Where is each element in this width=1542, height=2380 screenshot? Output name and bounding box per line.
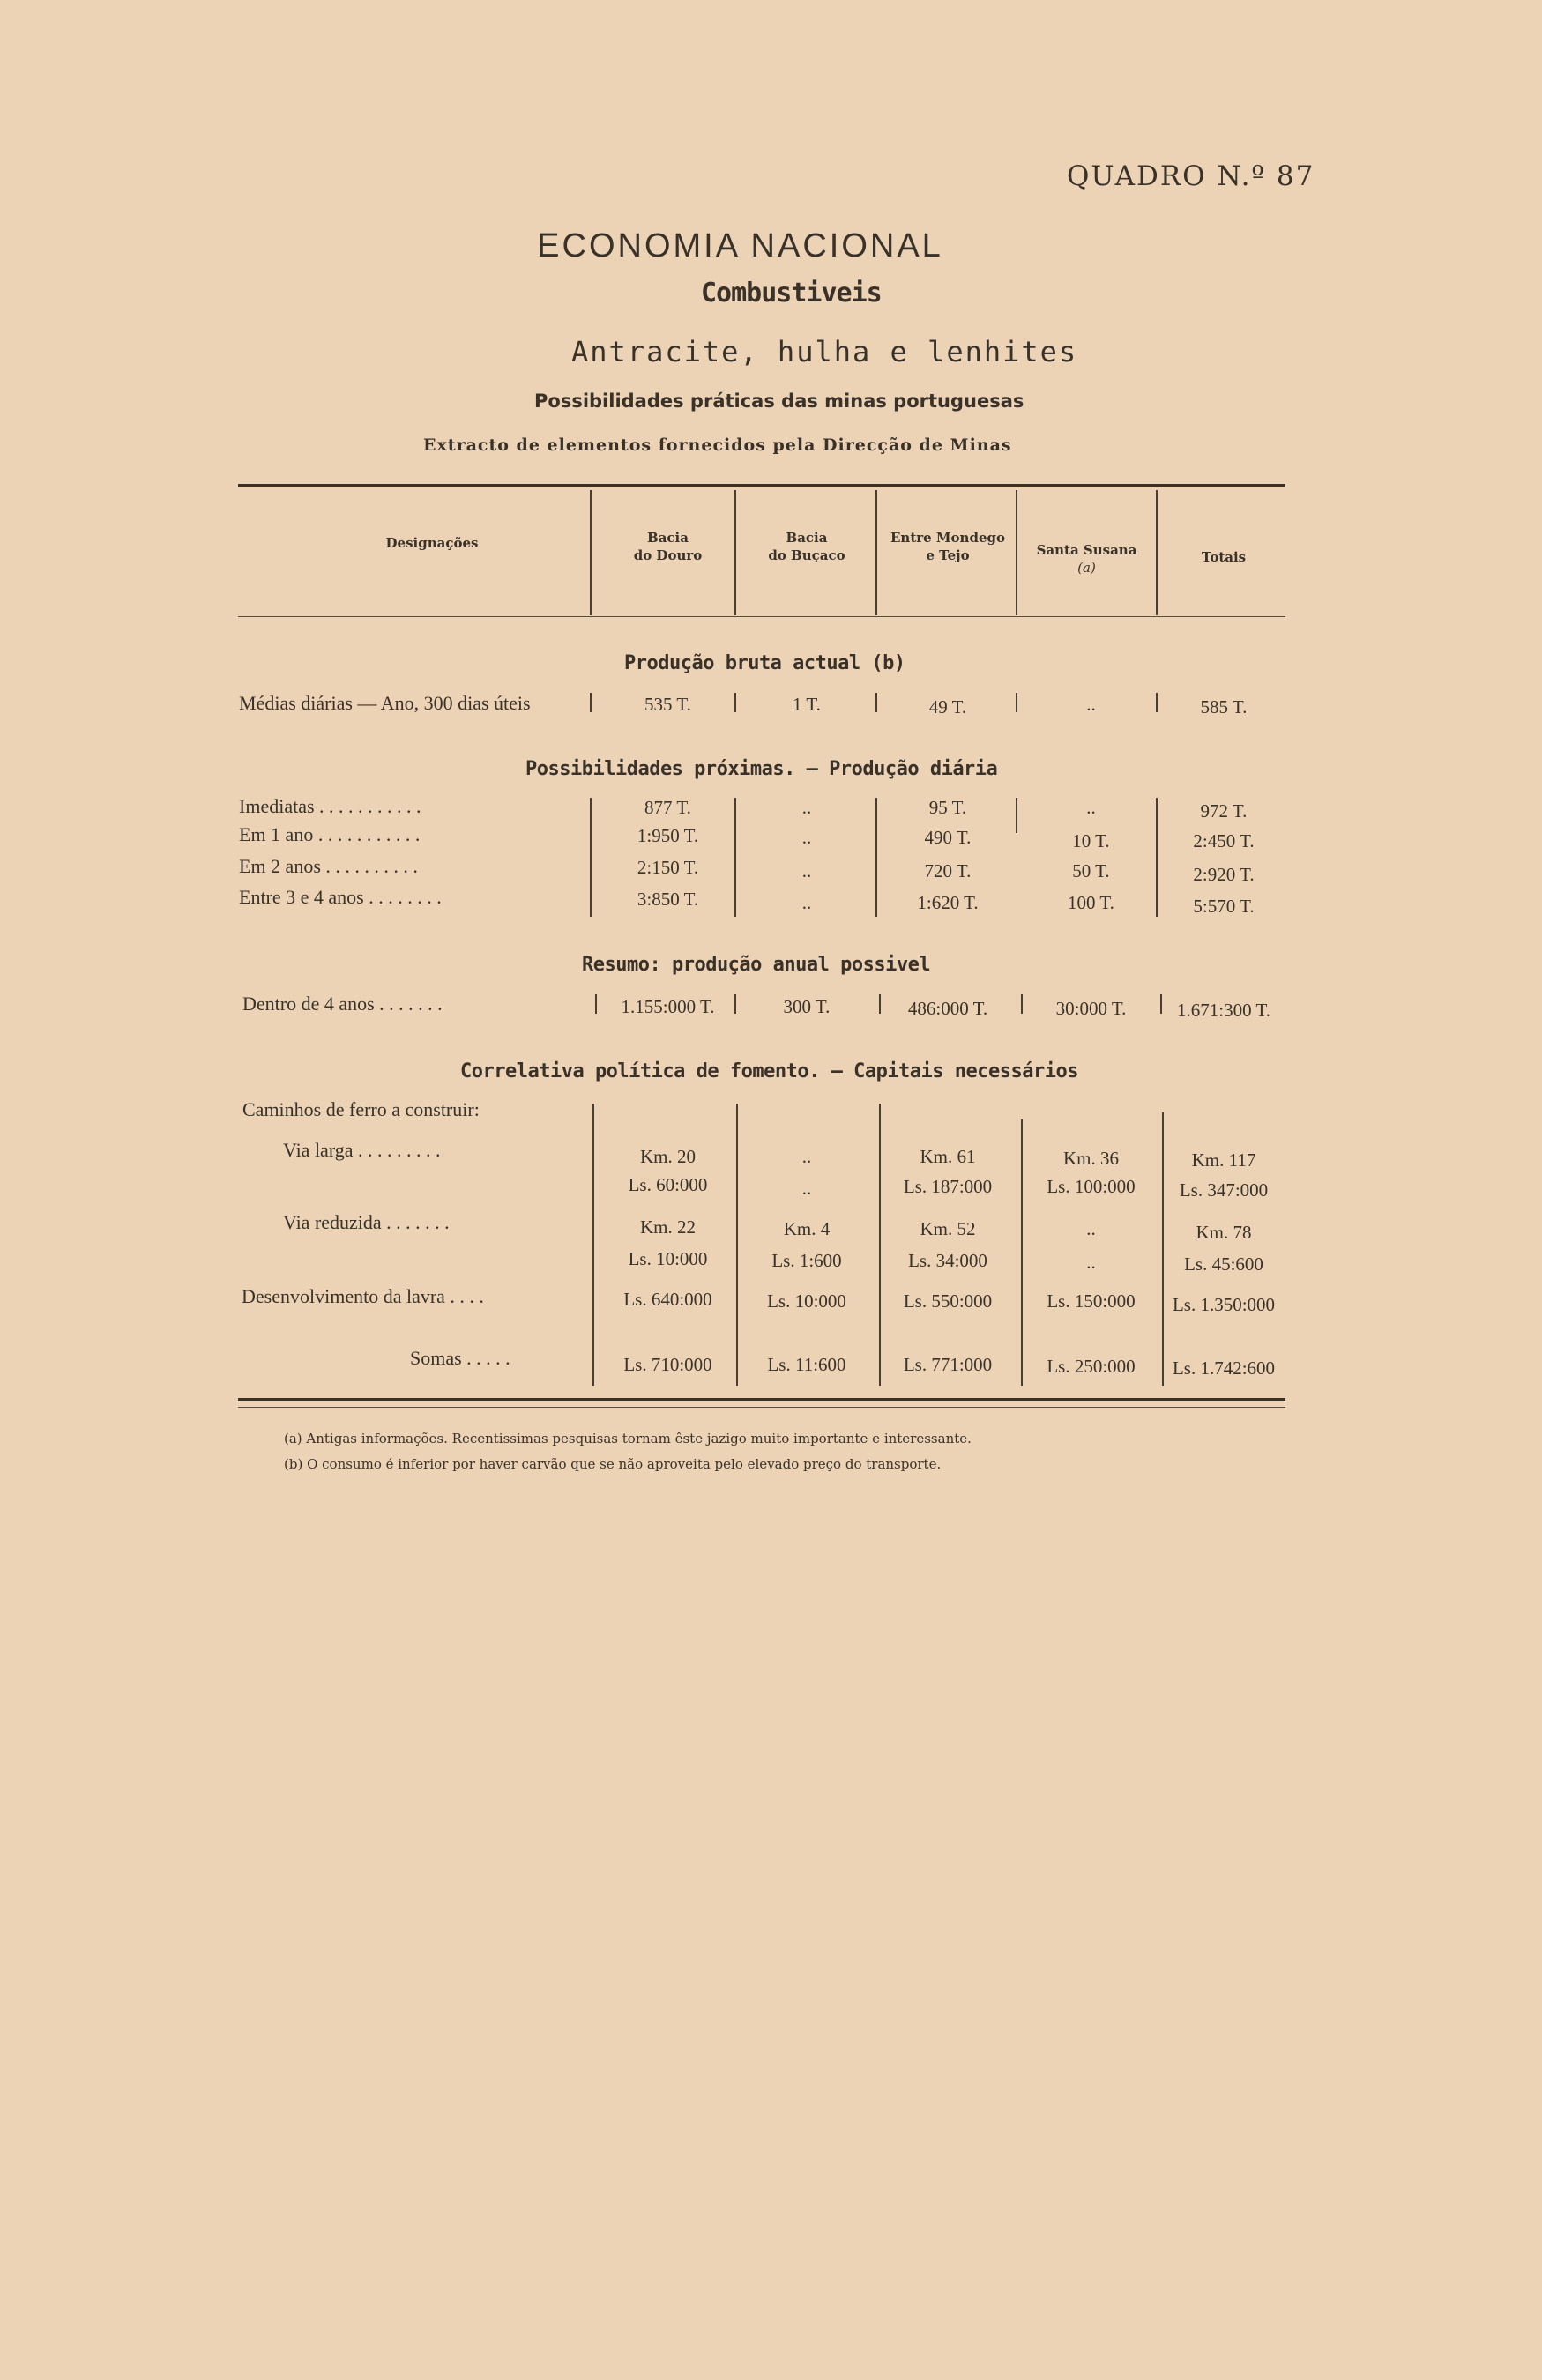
cell: Km. 78 bbox=[1196, 1222, 1252, 1243]
footnote-b: (b) O consumo é inferior por haver carvão que se não aproveita pelo elevado preço do transporte. bbox=[284, 1456, 942, 1472]
cell: Ls. 550:000 bbox=[903, 1290, 993, 1312]
footnote-a: (a) Antigas informações. Recentissimas pesquisas tornam êste jazigo muito importante e interessante. bbox=[284, 1431, 972, 1447]
col-divider bbox=[1016, 490, 1017, 615]
cell: Ls. 187:000 bbox=[903, 1176, 993, 1197]
cell: 30:000 T. bbox=[1055, 998, 1127, 1019]
col-divider bbox=[595, 994, 597, 1014]
col-header-susana: Santa Susana (a) bbox=[1036, 542, 1137, 576]
cell: 2:450 T. bbox=[1193, 830, 1255, 852]
col-divider bbox=[734, 798, 736, 917]
cell: 1 T. bbox=[793, 694, 821, 715]
row-label-caminhos: Caminhos de ferro a construir: bbox=[242, 1098, 480, 1120]
cell: 585 T. bbox=[1200, 696, 1248, 718]
col-header-totais: Totais bbox=[1201, 549, 1247, 565]
cell: 49 T. bbox=[928, 696, 967, 718]
cell: 5:570 T. bbox=[1193, 896, 1255, 917]
cell: 100 T. bbox=[1068, 892, 1114, 913]
cell: 486:000 T. bbox=[907, 998, 988, 1019]
col-divider bbox=[590, 693, 592, 712]
cell: .. bbox=[801, 1146, 812, 1167]
col-divider bbox=[1156, 693, 1158, 712]
row-label-em2: Em 2 anos . . . . . . . . . . bbox=[239, 855, 418, 877]
cell: 720 T. bbox=[924, 860, 972, 881]
cell: 1.671:300 T. bbox=[1177, 1000, 1270, 1021]
cell: .. bbox=[801, 797, 812, 818]
cell: Ls. 250:000 bbox=[1047, 1356, 1136, 1377]
subtitle: Combustiveis bbox=[701, 278, 882, 309]
col-divider bbox=[734, 693, 736, 712]
cell: Ls. 60:000 bbox=[628, 1174, 708, 1195]
bottom-rule-thin bbox=[238, 1407, 1285, 1408]
col-divider bbox=[879, 1104, 881, 1386]
col-divider bbox=[875, 798, 877, 917]
col-divider bbox=[734, 994, 736, 1014]
cell: Ls. 771:000 bbox=[903, 1354, 993, 1375]
col-divider bbox=[879, 994, 881, 1014]
col-divider bbox=[875, 693, 877, 712]
cell: 10 T. bbox=[1072, 830, 1110, 852]
col-header-douro: Bacia do Douro bbox=[633, 530, 703, 563]
col-divider bbox=[1156, 490, 1158, 615]
cell: .. bbox=[1086, 1218, 1096, 1239]
col-divider bbox=[734, 490, 736, 615]
cell: 1.155:000 T. bbox=[621, 996, 715, 1017]
cell: .. bbox=[1086, 1252, 1096, 1273]
row-label-vialarga: Via larga . . . . . . . . . bbox=[283, 1139, 441, 1161]
cell: 1:950 T. bbox=[637, 825, 699, 846]
subject: Antracite, hulha e lenhites bbox=[571, 335, 1078, 368]
cell: 95 T. bbox=[928, 797, 967, 818]
cell: .. bbox=[801, 1178, 812, 1199]
table-number: QUADRO N.º 87 bbox=[1067, 160, 1315, 192]
cell: 2:920 T. bbox=[1193, 864, 1255, 885]
col-header-mondego: Entre Mondego e Tejo bbox=[890, 530, 1005, 563]
row-label-medias: Médias diárias — Ano, 300 dias úteis bbox=[239, 692, 531, 714]
col-divider bbox=[736, 1104, 738, 1386]
row-label-dentro4: Dentro de 4 anos . . . . . . . bbox=[242, 993, 443, 1015]
cell: .. bbox=[801, 827, 812, 848]
col-divider bbox=[592, 1104, 594, 1386]
row-label-viareduzida: Via reduzida . . . . . . . bbox=[283, 1211, 450, 1233]
cell: 1:620 T. bbox=[917, 892, 979, 913]
section-correlativa: Correlativa política de fomento. — Capitais necessários bbox=[460, 1060, 1078, 1082]
cell: Ls. 347:000 bbox=[1179, 1179, 1269, 1201]
bottom-rule bbox=[238, 1398, 1285, 1401]
cell: Ls. 710:000 bbox=[623, 1354, 712, 1375]
cell: Ls. 34:000 bbox=[908, 1250, 987, 1271]
cell: .. bbox=[1086, 797, 1096, 818]
cell: .. bbox=[801, 892, 812, 913]
cell: 3:850 T. bbox=[637, 889, 699, 910]
col-divider bbox=[1021, 994, 1023, 1014]
cell: Km. 4 bbox=[783, 1218, 831, 1239]
col-divider bbox=[1016, 693, 1017, 712]
table-caption: Possibilidades práticas das minas portuguesas bbox=[534, 390, 1024, 412]
col-divider bbox=[1160, 994, 1162, 1014]
col-divider bbox=[590, 490, 592, 615]
cell: Ls. 1.350:000 bbox=[1172, 1294, 1276, 1315]
col-header-designacoes: Designações bbox=[385, 535, 479, 551]
cell: Ls. 1.742:600 bbox=[1172, 1357, 1276, 1379]
row-label-em1: Em 1 ano . . . . . . . . . . . bbox=[239, 823, 421, 845]
cell: Ls. 45:600 bbox=[1184, 1253, 1263, 1275]
row-label-entre34: Entre 3 e 4 anos . . . . . . . . bbox=[239, 886, 442, 908]
row-label-imediatas: Imediatas . . . . . . . . . . . bbox=[239, 795, 421, 817]
cell: 535 T. bbox=[644, 694, 691, 715]
section-producao: Produção bruta actual (b) bbox=[624, 652, 905, 674]
row-label-desenvolvimento: Desenvolvimento da lavra . . . . bbox=[242, 1285, 484, 1307]
cell: Km. 36 bbox=[1063, 1148, 1119, 1169]
cell: .. bbox=[801, 860, 812, 881]
section-possibilidades: Possibilidades próximas. — Produção diária bbox=[525, 758, 998, 780]
section-resumo: Resumo: produção anual possivel bbox=[582, 954, 931, 976]
cell: Km. 61 bbox=[920, 1146, 976, 1167]
cell: 2:150 T. bbox=[637, 857, 699, 878]
cell: 490 T. bbox=[924, 827, 972, 848]
cell: 877 T. bbox=[644, 797, 691, 818]
source-line: Extracto de elementos fornecidos pela Direcção de Minas bbox=[423, 435, 1012, 455]
page-title: ECONOMIA NACIONAL bbox=[537, 227, 943, 264]
cell: Ls. 1:600 bbox=[771, 1250, 842, 1271]
cell: Ls. 11:600 bbox=[767, 1354, 846, 1375]
cell: Km. 20 bbox=[640, 1146, 696, 1167]
top-rule bbox=[238, 484, 1285, 487]
cell: Km. 117 bbox=[1191, 1149, 1256, 1171]
cell: Ls. 150:000 bbox=[1047, 1290, 1136, 1312]
cell: 50 T. bbox=[1072, 860, 1110, 881]
cell: Ls. 640:000 bbox=[623, 1289, 712, 1310]
row-label-somas: Somas . . . . . bbox=[410, 1347, 510, 1369]
cell: 300 T. bbox=[783, 996, 831, 1017]
cell: Ls. 10:000 bbox=[628, 1248, 708, 1269]
cell: Ls. 10:000 bbox=[767, 1290, 846, 1312]
cell: 972 T. bbox=[1200, 800, 1248, 822]
header-bottom-rule bbox=[238, 616, 1285, 617]
cell: Km. 52 bbox=[920, 1218, 976, 1239]
cell: .. bbox=[1086, 694, 1096, 715]
cell: Ls. 100:000 bbox=[1047, 1176, 1136, 1197]
col-divider bbox=[590, 798, 592, 917]
col-header-bucaco: Bacia do Buçaco bbox=[768, 530, 845, 563]
col-divider bbox=[875, 490, 877, 615]
col-divider bbox=[1016, 798, 1017, 833]
cell: Km. 22 bbox=[640, 1216, 696, 1238]
